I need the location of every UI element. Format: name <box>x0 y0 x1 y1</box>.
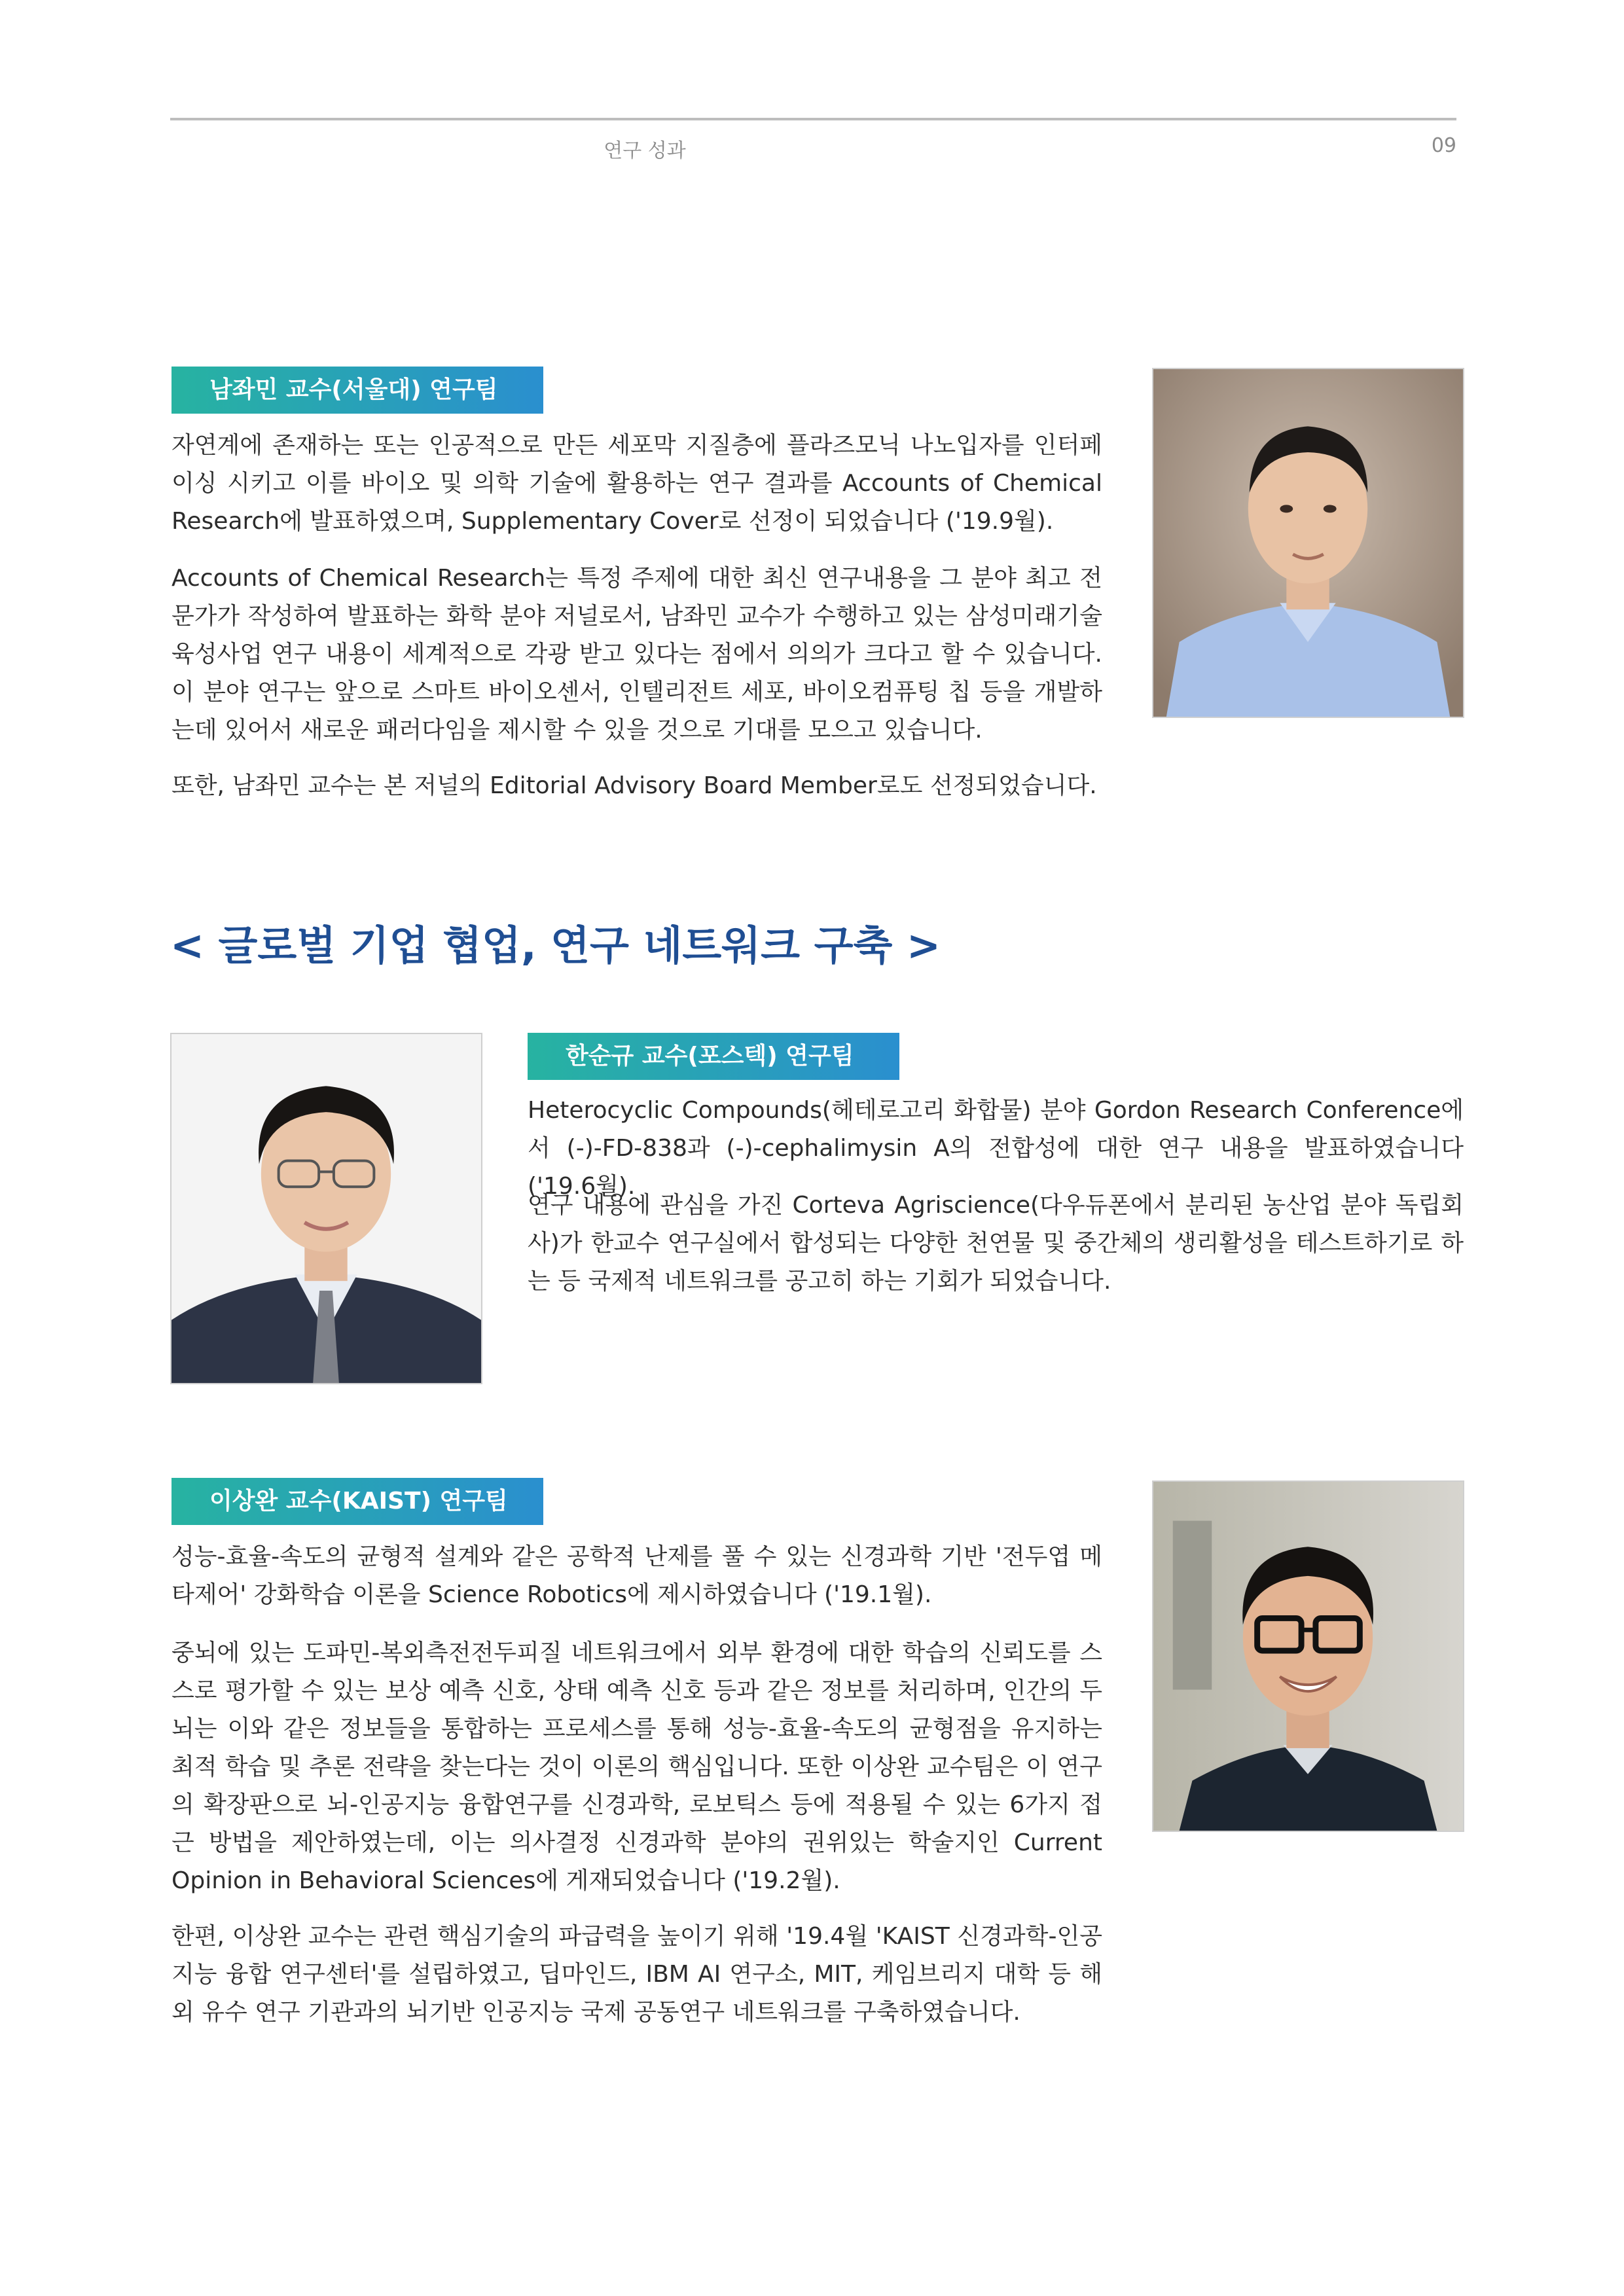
team3-paragraph-3: 한편, 이상완 교수는 관련 핵심기술의 파급력을 높이기 위해 '19.4월 'KAIST 신경과학-인공지능 융합 연구센터'를 설립하였고, 딥마인드, IBM AI 연구소, MIT, 케임브리지 대학 등 해외 유수 연구 기관과의 뇌기반 인공지능 국제 공동연구 네트워크를 구축하였습니다. <box>171 1923 1102 2026</box>
team2-paragraph-1: Heterocyclic Compounds(헤테로고리 화합물) 분야 Gordon Research Conference에서 (-)-FD-838과 (-)-cephalimysin A의 전합성에 대한 연구 내용을 발표하였습니다 ('19.6월). <box>528 1097 1464 1200</box>
header-rule <box>170 118 1456 120</box>
header-title: 연구 성과 <box>604 139 686 162</box>
team3-professor-photo <box>1152 1480 1464 1832</box>
team1-professor-photo <box>1152 368 1464 718</box>
team2-badge: 한순규 교수(포스텍) 연구팀 <box>528 1033 899 1080</box>
section-title: < 글로벌 기업 협업, 연구 네트워크 구축 > <box>170 922 941 969</box>
team1-paragraph-2: Accounts of Chemical Research는 특정 주제에 대한 최신 연구내용을 그 분야 최고 전문가가 작성하여 발표하는 화학 분야 저널로서, 남좌민 교수가 수행하고 있는 삼성미래기술육성사업 연구 내용이 세계적으로 각광 받고 있다는 점에서 의의가 크다고 할 수 있습니다. 이 분야 연구는 앞으로 스마트 바이오센서, 인텔리전트 세포, 바이오컴퓨팅 칩 등을 개발하는데 있어서 새로운 패러다임을 제시할 수 있을 것으로 기대를 모으고 있습니다. <box>171 565 1102 744</box>
page-number: 09 <box>1431 134 1456 157</box>
team1-badge: 남좌민 교수(서울대) 연구팀 <box>171 367 543 414</box>
team2-professor-photo <box>170 1033 482 1384</box>
team1-paragraph-3: 또한, 남좌민 교수는 본 저널의 Editorial Advisory Board Member로도 선정되었습니다. <box>171 772 1097 799</box>
team1-paragraph-1: 자연계에 존재하는 또는 인공적으로 만든 세포막 지질층에 플라즈모닉 나노입자를 인터페이싱 시키고 이를 바이오 및 의학 기술에 활용하는 연구 결과를 Accounts of Chemical Research에 발표하였으며, Supplementary Cover로 선정이 되었습니다 ('19.9월). <box>171 432 1102 535</box>
header-title-wrap <box>0 134 1460 163</box>
team3-paragraph-1: 성능-효율-속도의 균형적 설계와 같은 공학적 난제를 풀 수 있는 신경과학 기반 '전두엽 메타제어' 강화학습 이론을 Science Robotics에 제시하였습니다 ('19.1월). <box>171 1543 1102 1608</box>
team3-paragraph-2: 중뇌에 있는 도파민-복외측전전두피질 네트워크에서 외부 환경에 대한 학습의 신뢰도를 스스로 평가할 수 있는 보상 예측 신호, 상태 예측 신호 등과 같은 정보를 처리하며, 인간의 두뇌는 이와 같은 정보들을 통합하는 프로세스를 통해 성능-효율-속도의 균형점을 유지하는 최적 학습 및 추론 전략을 찾는다는 것이 이론의 핵심입니다. 또한 이상완 교수팀은 이 연구의 확장판으로 뇌-인공지능 융합연구를 신경과학, 로보틱스 등에 적용될 수 있는 6가지 접근 방법을 제안하였는데, 이는 의사결정 신경과학 분야의 권위있는 학술지인 Current Opinion in Behavioral Sciences에 게재되었습니다 ('19.2월). <box>171 1640 1102 1894</box>
team3-badge: 이상완 교수(KAIST) 연구팀 <box>171 1478 543 1525</box>
team2-paragraph-2: 연구 내용에 관심을 가진 Corteva Agriscience(다우듀폰에서 분리된 농산업 분야 독립회사)가 한교수 연구실에서 합성되는 다양한 천연물 및 중간체의 생리활성을 테스트하기로 하는 등 국제적 네트워크를 공고히 하는 기회가 되었습니다. <box>528 1192 1464 1295</box>
